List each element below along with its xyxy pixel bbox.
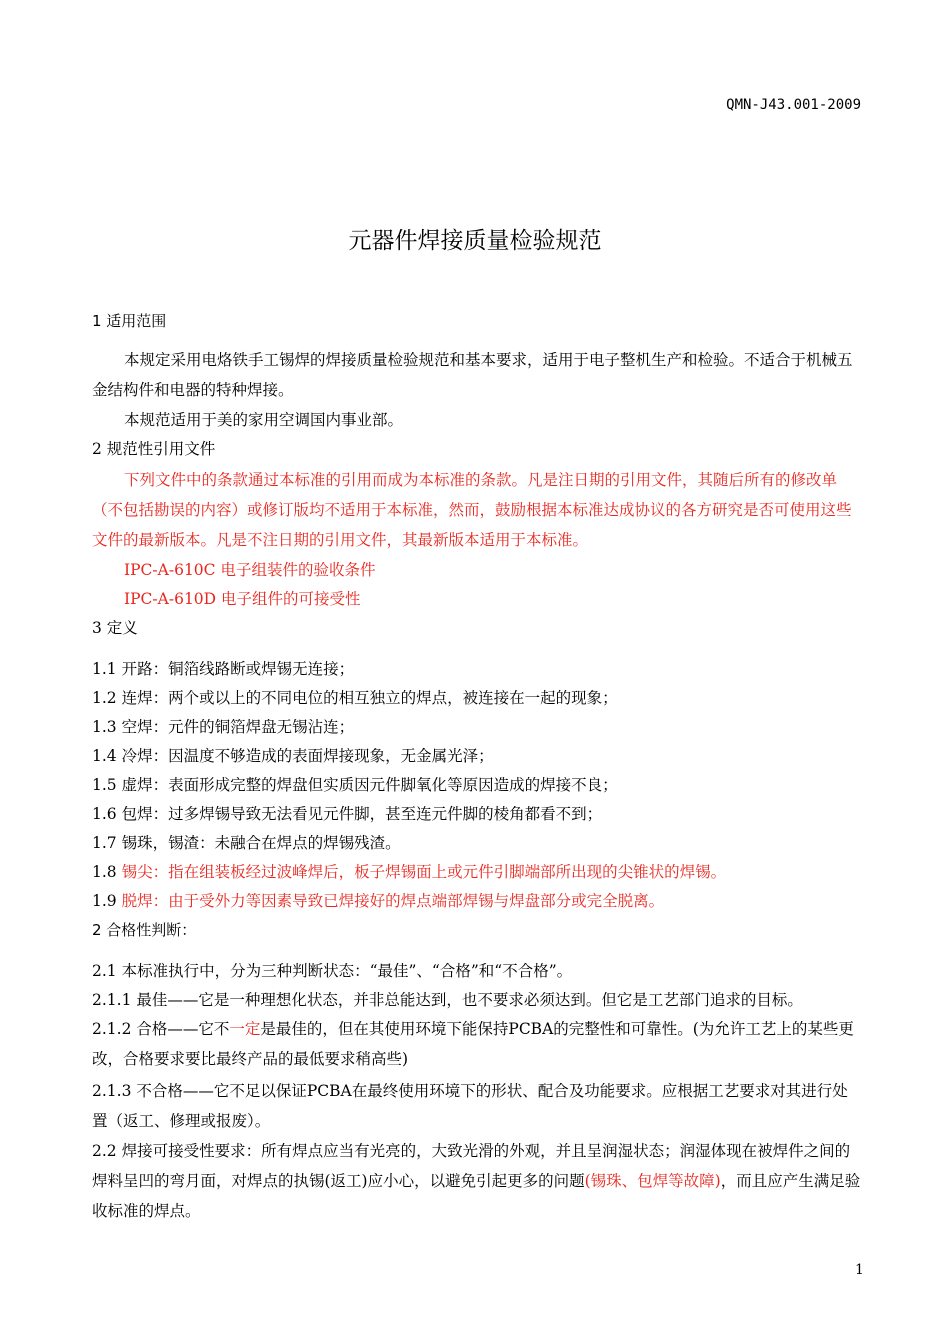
scope-paragraph-1: 本规定采用电烙铁手工锡焊的焊接质量检验规范和基本要求，适用于电子整机生产和检验。不适合于机械五金结构件和电器的特种焊接。 — [92, 351, 853, 399]
judgment-highlight: 一定 — [229, 1020, 261, 1038]
judgment-2-1-2 — [92, 1014, 862, 1074]
judgment-2-2 — [92, 1136, 862, 1226]
definition-item: 1.7 锡珠，锡渣：未融合在焊点的焊锡残渣。 — [92, 834, 401, 852]
judgment-2-1: 2.1 本标准执行中，分为三种判断状态：“最佳”、“合格”和“不合格”。 — [92, 962, 573, 980]
judgment-highlight: (锡珠、包焊等故障) — [584, 1172, 721, 1190]
definition-item: 1.5 虚焊：表面形成完整的焊盘但实质因元件脚氧化等原因造成的焊接不良； — [92, 776, 618, 794]
document-code: QMN-J43.001-2009 — [726, 97, 861, 113]
section-heading-judgment: 2 合格性判断： — [92, 921, 197, 939]
definition-number: 1.9 — [92, 892, 122, 910]
judgment-text: 是最佳的，但在其使用环境下能保持PCBA的完整性和可靠性。(为允许工艺上的某些更改，合格要求要比最终产品的最低要求稍高些) — [92, 1020, 854, 1068]
definition-item: 1.3 空焊：元件的铜箔焊盘无锡沾连； — [92, 718, 355, 736]
section-heading-references: 2 规范性引用文件 — [92, 440, 216, 458]
definition-item: 1.2 连焊：两个或以上的不同电位的相互独立的焊点，被连接在一起的现象； — [92, 689, 618, 707]
section-heading-scope: 1 适用范围 — [92, 312, 167, 330]
definition-item-desoldering — [92, 886, 664, 916]
definition-number: 1.8 — [92, 863, 122, 881]
document-title: 元器件焊接质量检验规范 — [348, 228, 602, 254]
scope-paragraph-2: 本规范适用于美的家用空调国内事业部。 — [124, 411, 404, 429]
references-paragraph: 下列文件中的条款通过本标准的引用而成为本标准的条款。凡是注日期的引用文件，其随后所有的修改单（不包括勘误的内容）或修订版均不适用于本标准，然而，鼓励根据本标准达成协议的各方研究是否可使用这些文件的最新版本。凡是不注日期的引用文件，其最新版本适用于本标准。 — [92, 471, 852, 549]
judgment-2-1-3: 2.1.3 不合格——它不足以保证PCBA在最终使用环境下的形状、配合及功能要求。应根据工艺要求对其进行处置（返工、修理或报废）。 — [92, 1082, 848, 1130]
definition-item: 1.1 开路：铜箔线路断或焊锡无连接； — [92, 660, 355, 678]
definition-text: 锡尖：指在组装板经过波峰焊后，板子焊锡面上或元件引脚端部所出现的尖锥状的焊锡。 — [121, 863, 727, 881]
judgment-2-1-1: 2.1.1 最佳——它是一种理想化状态，并非总能达到，也不要求必须达到。但它是工艺部门追求的目标。 — [92, 991, 803, 1009]
judgment-text: 2.2 焊接可接受性要求：所有焊点应当有光亮的，大致光滑的外观，并且呈润湿状态；润湿体现在被焊件之间的焊料呈凹的弯月面，对焊点的执锡(返工)应小心，以避免引起更多的问题 — [92, 1142, 851, 1190]
reference-ipc-610d: IPC-A-610D 电子组件的可接受性 — [124, 590, 361, 608]
definition-item: 1.6 包焊：过多焊锡导致无法看见元件脚，甚至连元件脚的棱角都看不到； — [92, 805, 603, 823]
section-heading-definitions: 3 定义 — [92, 619, 138, 637]
definition-item: 1.4 冷焊：因温度不够造成的表面焊接现象，无金属光泽； — [92, 747, 494, 765]
reference-ipc-610c: IPC-A-610C 电子组装件的验收条件 — [124, 561, 376, 579]
judgment-text: 2.1.2 合格——它不 — [92, 1020, 230, 1038]
page-number: 1 — [855, 1262, 864, 1278]
definition-item-solder-spike — [92, 857, 726, 887]
definition-text: 脱焊：由于受外力等因素导致已焊接好的焊点端部焊锡与焊盘部分或完全脱离。 — [121, 892, 665, 910]
judgment-text: ，而且应产生满足验收标准的焊点。 — [92, 1172, 861, 1220]
